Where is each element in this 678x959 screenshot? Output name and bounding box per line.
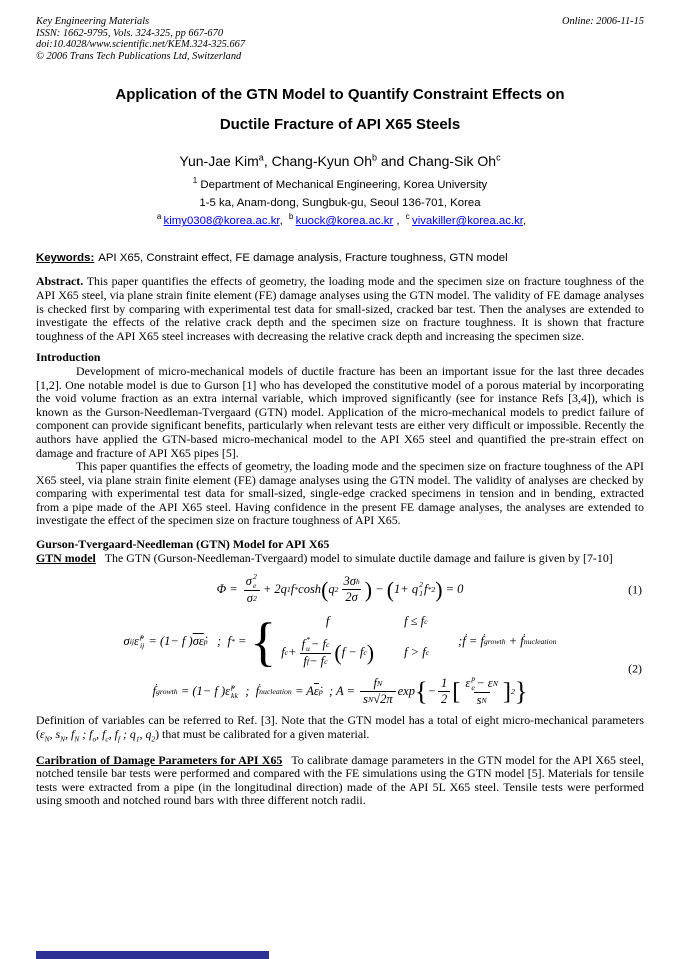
math-token: N: [60, 734, 66, 744]
math-token: 2 1: [419, 580, 423, 598]
paper-title-line1: Application of the GTN Model to Quantify Constraint Effects on: [115, 86, 565, 104]
math-token: , f: [108, 726, 118, 741]
math-token: = (1− f ): [177, 684, 226, 699]
math-token: +: [505, 634, 521, 649]
math-token: −: [427, 684, 436, 699]
equation-2-line1: σ ij ε̇ p ij = (1− f ) $\overline{\sigma}$ ε̇ p ; f * = { f f ≤ f c f c + f * u − f c f f − f c ( f − f c ) f > f c ;ḟ = ḟ growth + ḟ nucleation: [123, 611, 557, 672]
math-token: $\overline{\sigma}$: [192, 634, 199, 649]
calibration-text: To calibrate damage parameters in the GTN model for the API X65 steel, notched tensile bar tests were performed and compared with the FE simulations using the GTN model [5]. Materials for tensile tests were extracted from a pipe (in the longitudinal direction) made of the API 5L X65 steel. Tensile tests were performed using smooth and notched round bars with three different notch radii.: [36, 752, 645, 808]
math-token: , s: [49, 726, 61, 741]
math-token: f ≤ f: [404, 614, 425, 629]
email-link-a[interactable]: kimy0308@korea.ac.kr: [163, 215, 280, 228]
journal-info-block: [36, 16, 245, 62]
journal-copyright: © 2006 Trans Tech Publications Ltd, Switzerland: [36, 50, 242, 62]
math-token: f: [423, 582, 428, 597]
math-token: =: [465, 634, 481, 649]
author-3: and Chang-Sik Oh: [377, 153, 497, 170]
emails-line: [36, 212, 644, 230]
math-token: 1: [441, 676, 448, 691]
math-token: ; q: [119, 726, 136, 741]
math-token: { f f ≤ f c f c + f * u − f c f f − f c ( f − f c ) f > f c: [250, 611, 430, 672]
calibration-label: Caribration of Damage Parameters for API X65: [36, 752, 283, 767]
math-token: f > f: [404, 645, 426, 660]
abstract-text: This paper quantifies the effects of geometry, the loading mode and the specimen size on fracture toughness of the API X65 steel, via plane strain finite element (FE) damage analyses using the GTN model. The validity of FE damage analyses is checked first by comparing with experimental test data for small-sized, cracked bar test. Then the analyses are extended to investigate the effects of the relative crack depth and the specimen size on fracture toughness. It is shown that fracture toughness of the API X65 steel increases with decreasing the relative crack depth and increasing the specimen size.: [36, 274, 644, 343]
math-token: 2: [151, 734, 156, 744]
math-token: − f: [309, 654, 325, 669]
abstract-label: Abstract.: [36, 274, 84, 289]
math-token: Φ =: [216, 582, 241, 597]
math-token: p ij: [139, 632, 145, 650]
page-header: [36, 16, 644, 62]
math-token: 2: [441, 692, 448, 707]
math-token: p e: [471, 674, 476, 692]
equation-1-body: Φ = σ 2 e $\overline{\sigma}$ 2 + 2q 1 f * cosh ( q 2 3σ h 2 $\overline{\sigma}$ ) − ( 1+ q 2 1 f *2 ) = 0: [216, 572, 464, 606]
math-token: f * u − f c f f − f c: [301, 635, 330, 669]
author-3-sup: c: [496, 152, 501, 163]
math-token: 2π: [380, 692, 393, 707]
email-part-b: $^b$ kuock@korea.ac.kr ,: [288, 212, 403, 228]
equation-2: [36, 611, 644, 708]
math-token: q: [328, 582, 335, 597]
affiliation-sup: 1: [192, 176, 198, 186]
math-token: ; A =: [322, 684, 359, 699]
paper-title-line2: Ductile Fracture of API X65 Steels: [219, 116, 461, 134]
author-1-sup: a: [258, 152, 264, 163]
equation-1-number: (1): [628, 582, 642, 597]
math-token: f: [303, 654, 307, 669]
math-token: 2 e: [252, 572, 257, 590]
math-token: [438, 676, 450, 707]
equation-2-number: (2): [628, 661, 642, 676]
author-1: Yun-Jae Kim: [179, 153, 259, 170]
math-token: +: [288, 645, 297, 660]
affiliation-block: [36, 176, 644, 212]
gtn-model-label: GTN model: [36, 550, 96, 565]
email-part-a: $^a$ kimy0308@korea.ac.kr,: [156, 212, 286, 228]
definitions-paragraph: [36, 713, 644, 744]
math-token: ε: [39, 726, 45, 741]
gtn-model-text: The GTN (Gurson-Needleman-Tvergaard) model to simulate ductile damage and failure is given by [7-10]: [104, 550, 613, 565]
math-token: f − f: [341, 645, 364, 660]
online-date: Online: 2006-11-15: [561, 16, 644, 27]
keywords-text: API X65, Constraint effect, FE damage analysis, Fracture toughness, GTN model: [98, 252, 508, 265]
definitions-parameters: [39, 726, 156, 744]
math-token: c: [105, 734, 109, 744]
intro-paragraph-1: Development of micro-mechanical models of ductile fracture has been an important issue for the last three decades [1,2]. One notable model is due to Gurson [1] who has developed the constitutive model of a porous material by incorporating the void volume fraction as an extra internal variable, which improved significantly (see for instance Refs [3,4]), which is known as the Gurson-Needleman-Tvergaard (GTN) model. Application of the micro-mechanical models to predict failure of component can provide significant benefits, particularly when relevant tests are either very difficult or impossible. Recently the authors have applied the GTN-based micro-mechanical model to the API X65 steel and quantified the pre-strain effect on damage and fracture of API X65 pipes [5].: [36, 363, 644, 460]
math-token: σ 2 e $\overline{\sigma}$ 2: [243, 573, 261, 606]
math-token: , f: [96, 726, 106, 741]
math-token: ε̇: [313, 684, 319, 699]
math-token: = A: [291, 684, 314, 699]
equation-2-line2: ḟ growth = (1− f ) ε̇ p kk ; ḟ nucleation = A ε̇ p ; A = f N s N √ 2π exp { − $\frac{1}{2}$ [ ε p e − ε N s N ] 2 }: [152, 674, 528, 708]
math-token: ; f: [79, 726, 93, 741]
math-token: ε p e − ε N s N: [465, 674, 498, 708]
author-2-sup: b: [371, 152, 377, 163]
email-part-c: $^c$ vivakiller@korea.ac.kr,: [405, 212, 527, 228]
definitions-post: ) that must be calibrated for a given material.: [155, 726, 370, 741]
definitions-pre: Definition of variables can be referred to Ref. [3]. Note that the GTN model has a total of eight micro-mechanical parameters (: [36, 713, 644, 741]
math-token: 2: [345, 590, 352, 605]
math-token: ḟ: [480, 634, 484, 649]
footer-bar: [36, 951, 269, 959]
math-token: o: [92, 734, 97, 744]
math-token: p kk: [231, 682, 238, 700]
calibration-paragraph: [36, 754, 644, 808]
affiliation-address: 1-5 ka, Anam-dong, Sungbuk-gu, Seoul 136-701, Korea: [199, 197, 481, 210]
math-token: s: [476, 693, 482, 708]
journal-doi: doi:10.4028/www.scientific.net/KEM.324-325.667: [36, 39, 246, 51]
math-token: , f: [65, 726, 75, 741]
keywords-label: Keywords:: [36, 252, 95, 265]
gtn-model-paragraph: [36, 552, 644, 566]
keywords-line: [36, 252, 644, 264]
section-heading-introduction: Introduction: [36, 350, 101, 365]
math-token: $\overline{\sigma}$: [351, 590, 358, 605]
math-token: 3σ h 2 $\overline{\sigma}$: [343, 574, 360, 605]
math-token: ḟ: [255, 684, 260, 699]
math-token: N: [74, 734, 80, 744]
math-token: σ: [123, 634, 130, 649]
math-token: * u: [306, 635, 310, 653]
authors-line: [36, 152, 644, 170]
math-token: f: [117, 734, 120, 744]
math-token: f: [325, 614, 330, 629]
math-token: − ε: [476, 676, 493, 691]
math-token: ε̇: [198, 634, 204, 649]
math-token: = (1− f ): [145, 634, 193, 649]
math-token: ḟ: [520, 634, 524, 649]
section-heading-gtn-model: Gurson-Tvergaard-Needleman (GTN) Model for API X65: [36, 537, 330, 552]
email-link-b[interactable]: kuock@korea.ac.kr: [295, 215, 394, 228]
math-token: N: [44, 734, 50, 744]
math-token: f: [290, 582, 295, 597]
author-2: , Chang-Kyun Oh: [263, 153, 372, 170]
equation-1: [36, 573, 644, 606]
paper-title: [36, 80, 644, 140]
math-token: ḟ: [152, 684, 156, 699]
email-link-c[interactable]: vivakiller@korea.ac.kr: [412, 215, 523, 228]
math-token: s: [363, 692, 369, 707]
math-token: ;: [238, 684, 256, 699]
math-token: − f: [310, 637, 326, 652]
journal-issn: ISSN: 1662-9795, Vols. 324-325, pp 667-670: [36, 27, 224, 39]
math-token: 3σ: [343, 574, 356, 589]
math-token: ε̇: [225, 684, 231, 699]
math-token: σ: [245, 574, 252, 589]
math-token: 1: [135, 734, 140, 744]
intro-paragraph-2: This paper quantifies the effects of geometry, the loading mode and the specimen size on fracture toughness of the API X65 steel, via plane strain finite element (FE) damage analyses using the GTN model. The validity of analyses are checked by comparing with experimental test data for small-sized, single-edge cracked specimens in tension and in bending, extracted from a pipe made of the API X65 steel. Having confidence in the present FE damage analyses, the analyses are extended to investigate the effect of the specimen size on fracture toughness of API X65.: [36, 459, 644, 528]
journal-title: Key Engineering Materials: [36, 16, 150, 27]
abstract-paragraph: [36, 275, 644, 343]
math-token: √: [373, 692, 381, 707]
math-token: + 2q: [262, 582, 287, 597]
math-token: cosh: [298, 582, 322, 597]
math-token: exp: [397, 684, 415, 699]
math-token: −: [372, 582, 387, 597]
math-token: , q: [139, 726, 152, 741]
math-token: 1+ q: [394, 582, 419, 597]
math-token: ε̇: [134, 634, 139, 649]
math-token: = 0: [442, 582, 464, 597]
affiliation-department: $^1$ Department of Mechanical Engineering, Korea University: [192, 176, 488, 192]
math-token: f: [373, 676, 378, 691]
math-token: $\overline{\sigma}$: [246, 591, 253, 606]
math-token: ;ḟ: [458, 634, 466, 649]
math-token: f: [281, 645, 285, 660]
math-token: f: [301, 637, 306, 652]
math-token: ε: [465, 676, 471, 691]
math-token: f N s N √ 2π: [360, 676, 395, 707]
math-token: ; f: [207, 634, 231, 649]
math-token: =: [234, 634, 247, 649]
